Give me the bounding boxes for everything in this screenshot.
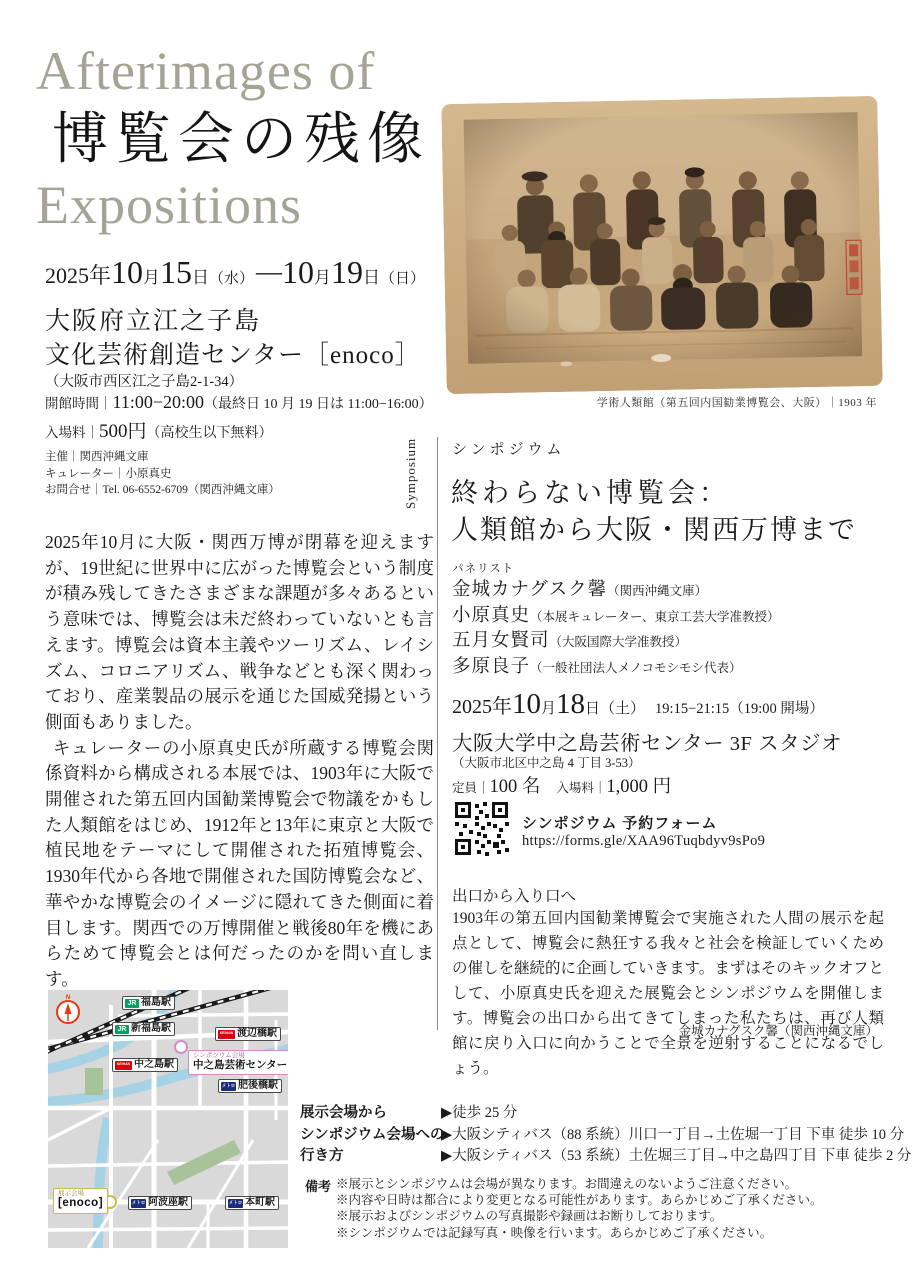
message-body: 1903年の第五回内国勧業博覧会で実施された人間の展示を起点として、博覧会に熱狂する我々と社会を検証していくための催しを継続的に企画していきます。まずはそのキックオフとして、小原真史氏を迎えた展覧会とシンポジウムを開催します。博覧会の出口から出てきてしまった私たちは、再び人類館に戻り入口に向かうことで全景を逆射することになるでしょう。 xyxy=(452,910,884,1077)
symposium-time: 19:15−21:15（19:00 開場） xyxy=(655,701,824,717)
note-item: ※展示とシンポジウムは会場が異なります。お間違えのないようご注意ください。 xyxy=(336,1177,798,1191)
exhibition-fee: 入場料｜500円（高校生以下無料） xyxy=(45,421,273,442)
symposium-venue: 大阪大学中之島芸術センター 3F スタジオ xyxy=(452,733,843,755)
station-higobashi: メトロ 肥後橋駅 xyxy=(218,1079,282,1093)
station-shinfukushima: JR 新福島駅 xyxy=(112,1022,175,1036)
station-fukushima: JR 福島駅 xyxy=(122,996,175,1010)
access-routes xyxy=(441,1103,911,1168)
date-dash: — xyxy=(256,257,281,286)
panelist-row: 多原良子（一般社団法人メノコモシモシ代表） xyxy=(452,656,742,677)
reservation-form-label: シンポジウム 予約フォーム xyxy=(522,816,718,832)
message-signature: 金城カナグスク馨（関西沖縄文庫） xyxy=(678,1024,878,1038)
exhibition-venue-line2: 文化芸術創造センター［enoco］ xyxy=(45,342,421,369)
map-exhibit-venue: 展示会場 [enoco] xyxy=(53,1188,108,1214)
panelists-list xyxy=(452,578,780,680)
symposium-label: シンポジウム xyxy=(452,442,566,458)
route-walk: ▶徒歩 25 分 xyxy=(441,1105,518,1121)
note-item: ※展示およびシンポジウムの写真撮影や録画はお断りしております。 xyxy=(336,1209,723,1224)
station-awaza: メトロ 阿波座駅 xyxy=(128,1196,192,1210)
exhibition-venue-line1: 大阪府立江之子島 xyxy=(45,308,262,335)
metro-logo: メトロ xyxy=(228,1199,243,1208)
station-watanabebashi: KEIHAN 渡辺橋駅 xyxy=(215,1027,281,1041)
note-item: ※シンポジウムでは記録写真・映像を行います。あらかじめご了承ください。 xyxy=(336,1225,773,1240)
jr-logo: JR xyxy=(125,999,139,1008)
column-divider xyxy=(437,437,438,1030)
jr-logo: JR xyxy=(115,1025,129,1034)
title-japanese: 博覧会の残像 xyxy=(52,109,430,171)
notes-label: 備考 xyxy=(305,1179,332,1194)
access-heading: 展示会場から シンポジウム会場への 行き方 xyxy=(300,1105,445,1165)
statement-paragraph-2: キュレーターの小原真史氏が所蔵する博覧会関係資料から構成される本展では、1903年に大阪で開催された第五回内国勧業博覧会で物議をかもした人類館をはじめ、1912年と13年に東京と大阪で植民地をテーマにして開催された拓殖博覧会、1930年代から各地で開催された国防博覧会など、華やかな博覧会のイメージに隠れてきた側面に着目します。関西での万博開催と戦後80年を機にあらためて博覧会とは何だったのかを問い直します。 xyxy=(45,737,434,989)
curator: キュレーター｜小原真史 xyxy=(45,467,172,480)
vintage-group-photo xyxy=(441,96,882,394)
title-english-line1: Afterimages of xyxy=(36,41,376,101)
panelists-label: パネリスト xyxy=(452,563,515,575)
symposium-title-line1: 終わらない博覧会： xyxy=(451,478,730,508)
access-map xyxy=(48,990,288,1248)
symposium-venue-marker xyxy=(174,1040,188,1054)
panelist-row: 金城カナグスク馨（関西沖縄文庫） xyxy=(452,580,708,600)
route-bus-88: ▶大阪シティバス（88 系統）川口一丁目→土佐堀一丁目 下車 徒歩 10 分 xyxy=(441,1126,905,1143)
organizer: 主催｜関西沖縄文庫 xyxy=(45,451,149,463)
exhibition-hours: 開館時間｜11:00−20:00（最終日 10 月 19 日は 11:00−16:00） xyxy=(45,392,433,412)
keihan-logo: KEIHAN xyxy=(115,1061,132,1070)
panelist-row: 五月女賢司（大阪国際大学准教授） xyxy=(452,631,688,652)
compass-icon xyxy=(57,1001,79,1023)
note-item: ※内容や日時は都合により変更となる可能性があります。あらかじめご了承ください。 xyxy=(336,1193,823,1208)
organizer-block xyxy=(45,449,280,499)
statement-paragraph-1: 2025年10月に大阪・関西万博が閉幕を迎えますが、19世紀に世界中に広がった博覧会という制度が積み残してきたさまざまな課題が多々あるという意味では、博覧会は未だ終わっていないとも言えます。博覧会は資本主義やツーリズム、レイシズム、コロニアリズム、戦争などとも深く関わっており、産業製品の展示を通じた国威発揚という側面もありました。 xyxy=(45,532,434,732)
message-title: 出口から入り口へ xyxy=(452,888,577,905)
exhibition-date: 2025年10月15日（水）—10月19日（日） xyxy=(45,254,426,290)
date-year: 2025年 xyxy=(45,263,112,288)
symposium-date: 2025年10月18日（土） 19:15−21:15（19:00 開場） xyxy=(452,688,824,720)
route-bus-53: ▶大阪シティバス（53 系統）土佐堀三丁目→中之島四丁目 下車 徒歩 2 分 xyxy=(441,1148,912,1165)
metro-logo: メトロ xyxy=(131,1199,146,1208)
symposium-vertical-label: Symposium xyxy=(403,438,418,510)
exhibition-address: （大阪市西区江之子島2-1-34） xyxy=(45,374,244,390)
symposium-capacity-fee: 定員｜100 名 入場料｜1,000 円 xyxy=(452,777,672,797)
exhibition-statement xyxy=(45,530,434,993)
station-nakanoshima: KEIHAN 中之島駅 xyxy=(112,1058,178,1072)
panelist-row: 小原真史（本展キュレーター、東京工芸大学准教授） xyxy=(452,605,780,626)
symposium-address: （大阪市北区中之島 4 丁目 3-53） xyxy=(452,756,641,770)
symposium-title-line2: 人類館から大阪・関西万博まで xyxy=(451,515,857,545)
station-hommachi: メトロ 本町駅 xyxy=(225,1196,279,1210)
reservation-url[interactable]: https://forms.gle/XAA96Tuqbdyv9sPo9 xyxy=(522,833,766,849)
exhibition-photo xyxy=(441,96,882,394)
map-symposium-venue: シンポジウム会場 中之島芸術センター xyxy=(188,1050,288,1075)
contact: お問合せ｜Tel. 06-6552-6709（関西沖縄文庫） xyxy=(45,484,280,496)
notes-list xyxy=(336,1176,823,1241)
title-english-line2: Expositions xyxy=(36,175,303,235)
metro-logo: メトロ xyxy=(221,1082,236,1091)
keihan-logo: KEIHAN xyxy=(218,1030,235,1039)
photo-caption: 学術人類館（第五回内国勧業博覧会、大阪）｜1903 年 xyxy=(596,397,877,409)
qr-code xyxy=(453,800,510,857)
compass-label: N xyxy=(65,995,71,1001)
